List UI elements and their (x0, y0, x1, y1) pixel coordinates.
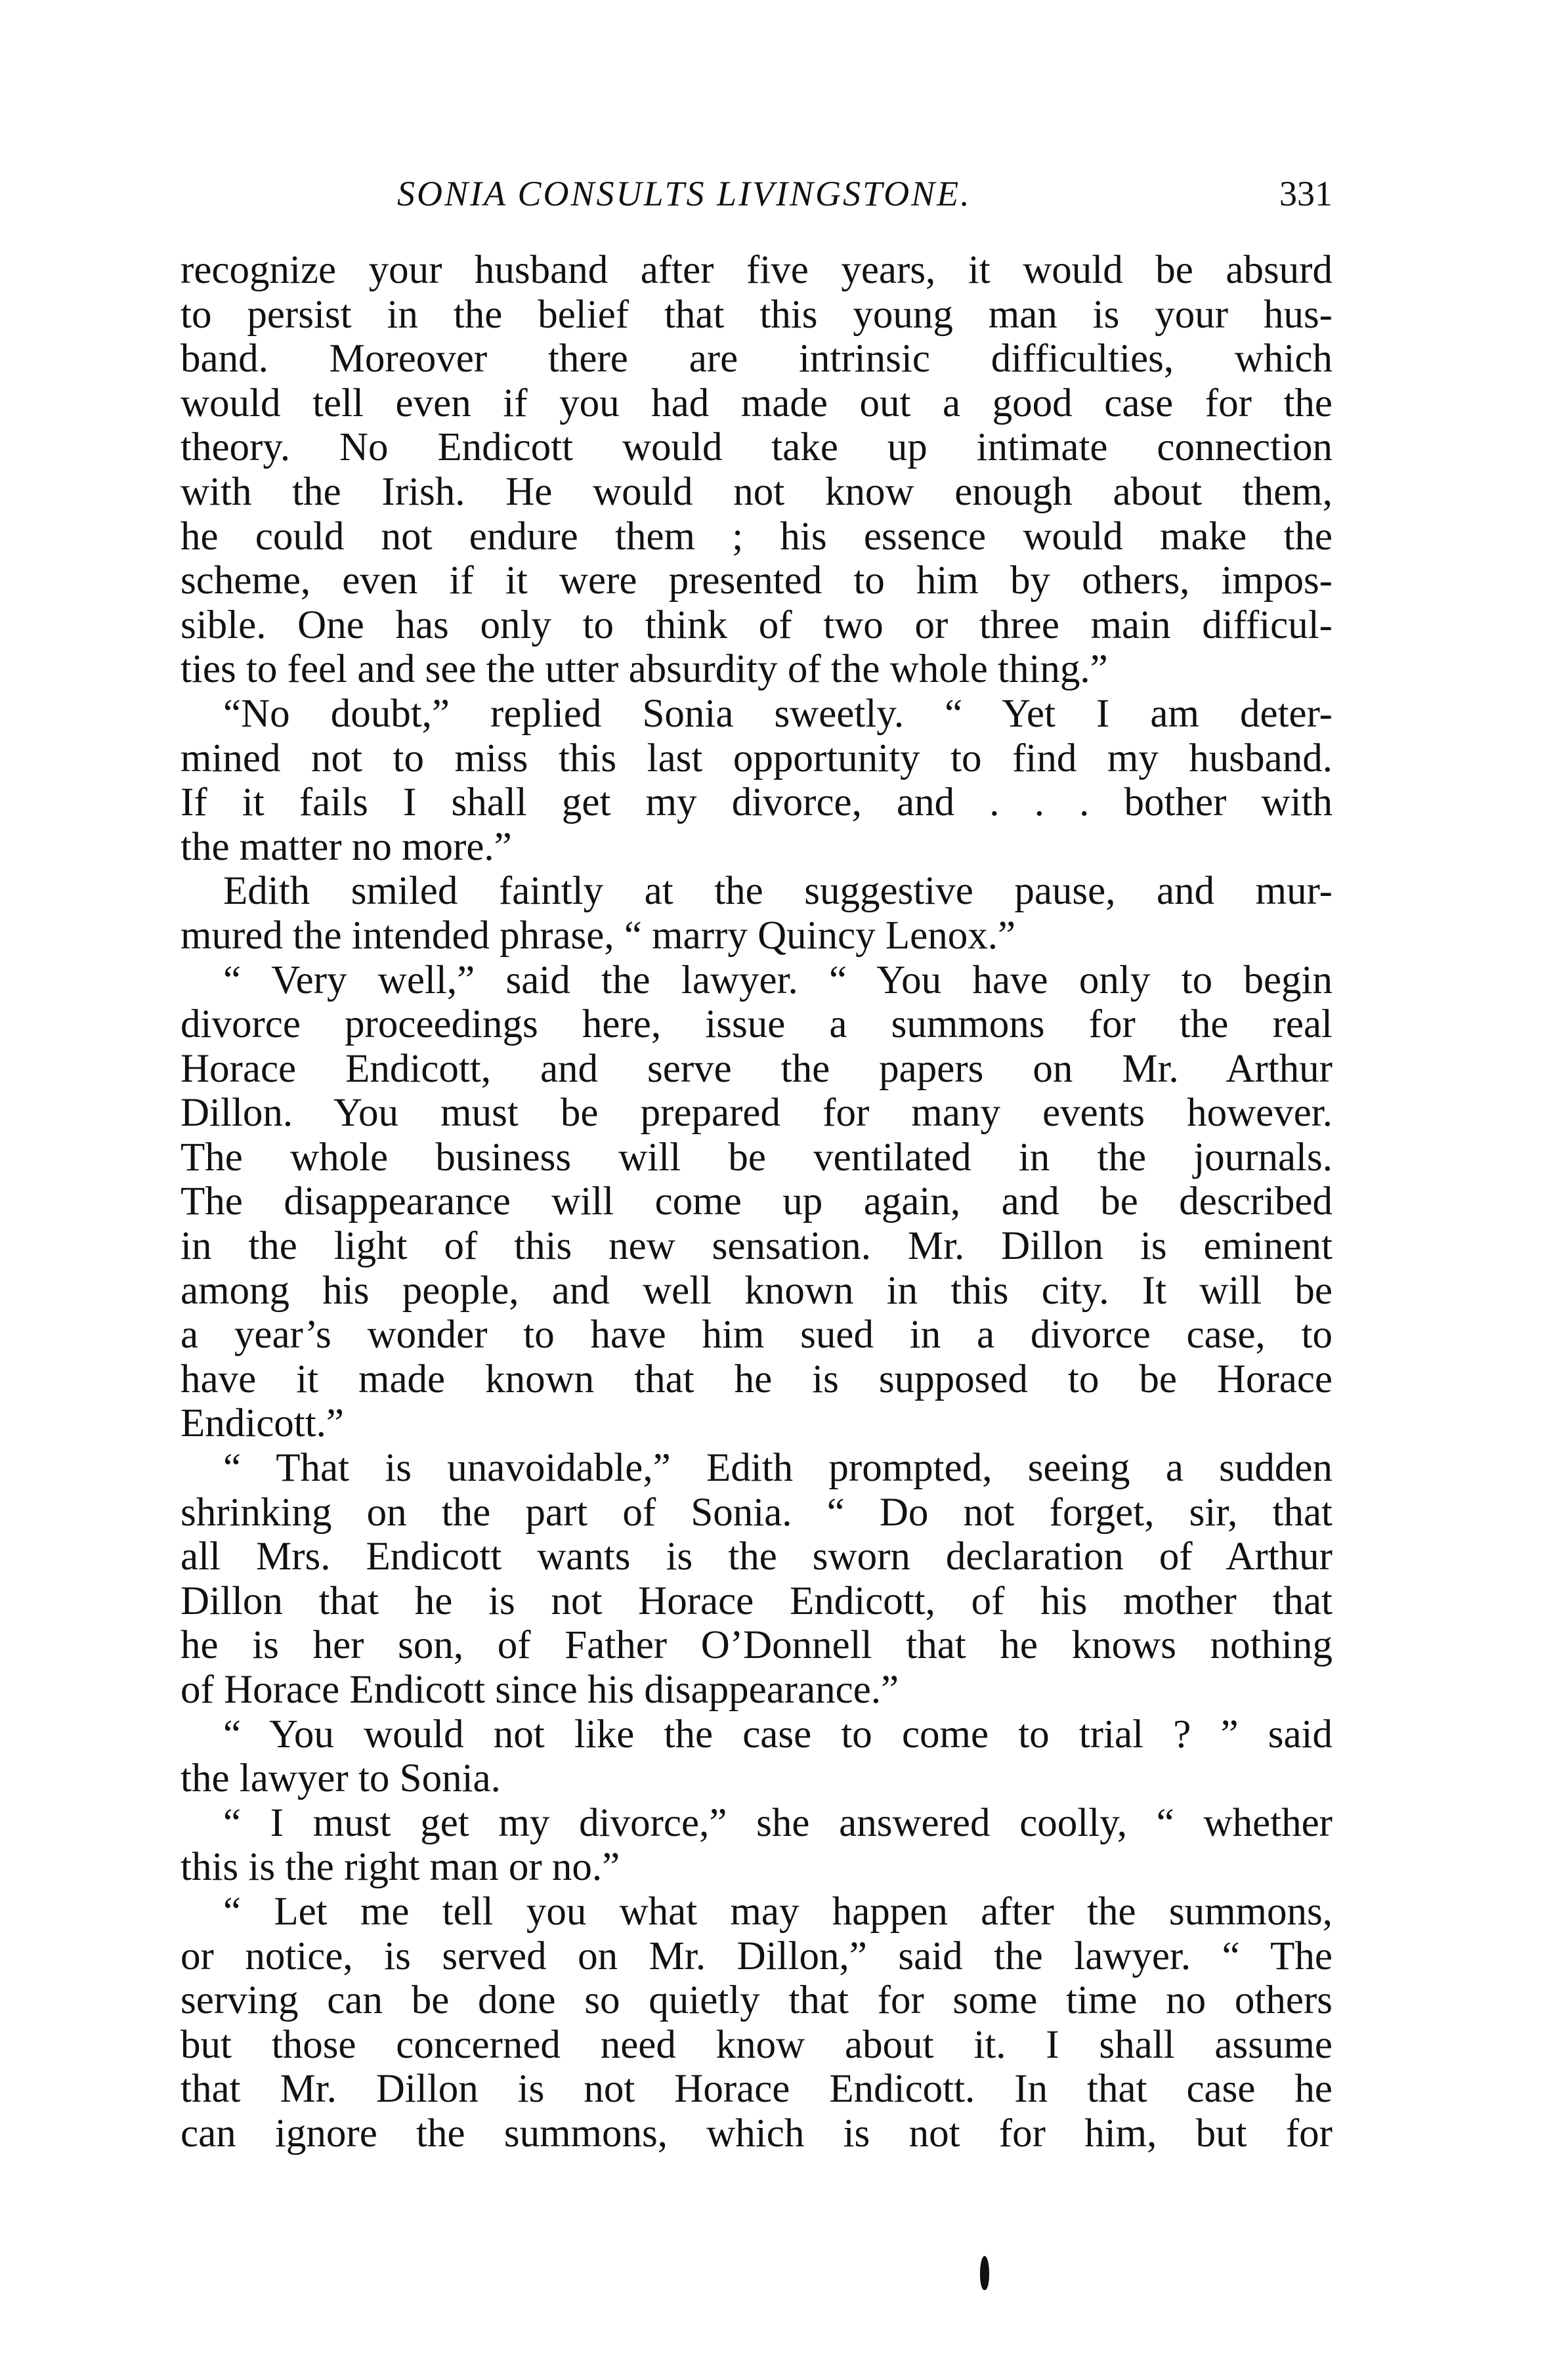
text-line: the matter no more.” (181, 824, 512, 869)
text-line: a year’s wonder to have him sued in a divorce case, to (181, 1313, 1333, 1357)
text-line: “No doubt,” replied Sonia sweetly. “ Yet I am deter- (223, 691, 1333, 736)
text-line: “ I must get my divorce,” she answered coolly, “ whether (223, 1800, 1333, 1845)
body-text (181, 248, 1333, 2156)
text-line: mined not to miss this last opportunity to find my husband. (181, 736, 1333, 780)
text-line: “ That is unavoidable,” Edith prompted, seeing a sudden (223, 1446, 1333, 1491)
text-line: sible. One has only to think of two or three main difficul- (181, 603, 1333, 647)
text-line: divorce proceedings here, issue a summons for the real (181, 1002, 1333, 1047)
text-line: “ Let me tell you what may happen after the summons, (223, 1889, 1333, 1934)
text-line: to persist in the belief that this young man is your hus- (181, 292, 1333, 337)
text-line: he could not endure them ; his essence would make the (181, 514, 1333, 559)
text-line: “ You would not like the case to come to trial ? ” said (223, 1712, 1333, 1756)
text-line: serving can be done so quietly that for some time no others (181, 1978, 1333, 2023)
text-line: this is the right man or no.” (181, 1845, 620, 1890)
text-line: can ignore the summons, which is not for him, but for (181, 2111, 1333, 2156)
running-header (181, 167, 1333, 220)
text-line: or notice, is served on Mr. Dillon,” said the lawyer. “ The (181, 1934, 1333, 1978)
text-line: the lawyer to Sonia. (181, 1756, 501, 1801)
text-line: Dillon. You must be prepared for many events however. (181, 1091, 1333, 1136)
text-line: have it made known that he is supposed to be Horace (181, 1357, 1333, 1401)
text-line: recognize your husband after five years, it would be absurd (181, 248, 1333, 292)
text-line: with the Irish. He would not know enough about them, (181, 469, 1333, 514)
text-line: but those concerned need know about it. I shall assume (181, 2022, 1333, 2067)
text-line: Edith smiled faintly at the suggestive pause, and mur- (223, 869, 1333, 914)
text-line: Horace Endicott, and serve the papers on Mr. Arthur (181, 1046, 1333, 1091)
text-line: theory. No Endicott would take up intimate connection (181, 425, 1333, 470)
text-line: among his people, and well known in this city. It will be (181, 1268, 1333, 1313)
text-line: The disappearance will come up again, and be described (181, 1179, 1333, 1224)
text-line: he is her son, of Father O’Donnell that he knows nothing (181, 1623, 1333, 1668)
ink-blot (980, 2256, 989, 2290)
text-line: would tell even if you had made out a good case for the (181, 381, 1333, 425)
text-line: If it fails I shall get my divorce, and . . . bother with (181, 780, 1333, 825)
text-line: shrinking on the part of Sonia. “ Do not forget, sir, that (181, 1490, 1333, 1535)
text-line: that Mr. Dillon is not Horace Endicott. In that case he (181, 2067, 1333, 2112)
text-line: all Mrs. Endicott wants is the sworn declaration of Arthur (181, 1535, 1333, 1579)
text-line: of Horace Endicott since his disappearance.” (181, 1668, 899, 1712)
text-line: mured the intended phrase, “ marry Quincy Lenox.” (181, 913, 1016, 958)
text-line: Dillon that he is not Horace Endicott, of his mother that (181, 1579, 1333, 1623)
text-line: band. Moreover there are intrinsic difficulties, which (181, 337, 1333, 381)
page-number: 331 (1279, 174, 1333, 213)
text-line: “ Very well,” said the lawyer. “ You have only to begin (223, 958, 1333, 1002)
text-line: scheme, even if it were presented to him by others, impos- (181, 559, 1333, 603)
running-title: SONIA CONSULTS LIVINGSTONE. (397, 174, 971, 213)
text-line: The whole business will be ventilated in the journals. (181, 1135, 1333, 1179)
text-line: ties to feel and see the utter absurdity of the whole thing.” (181, 647, 1108, 692)
text-line: in the light of this new sensation. Mr. Dillon is eminent (181, 1224, 1333, 1269)
text-line: Endicott.” (181, 1401, 345, 1446)
